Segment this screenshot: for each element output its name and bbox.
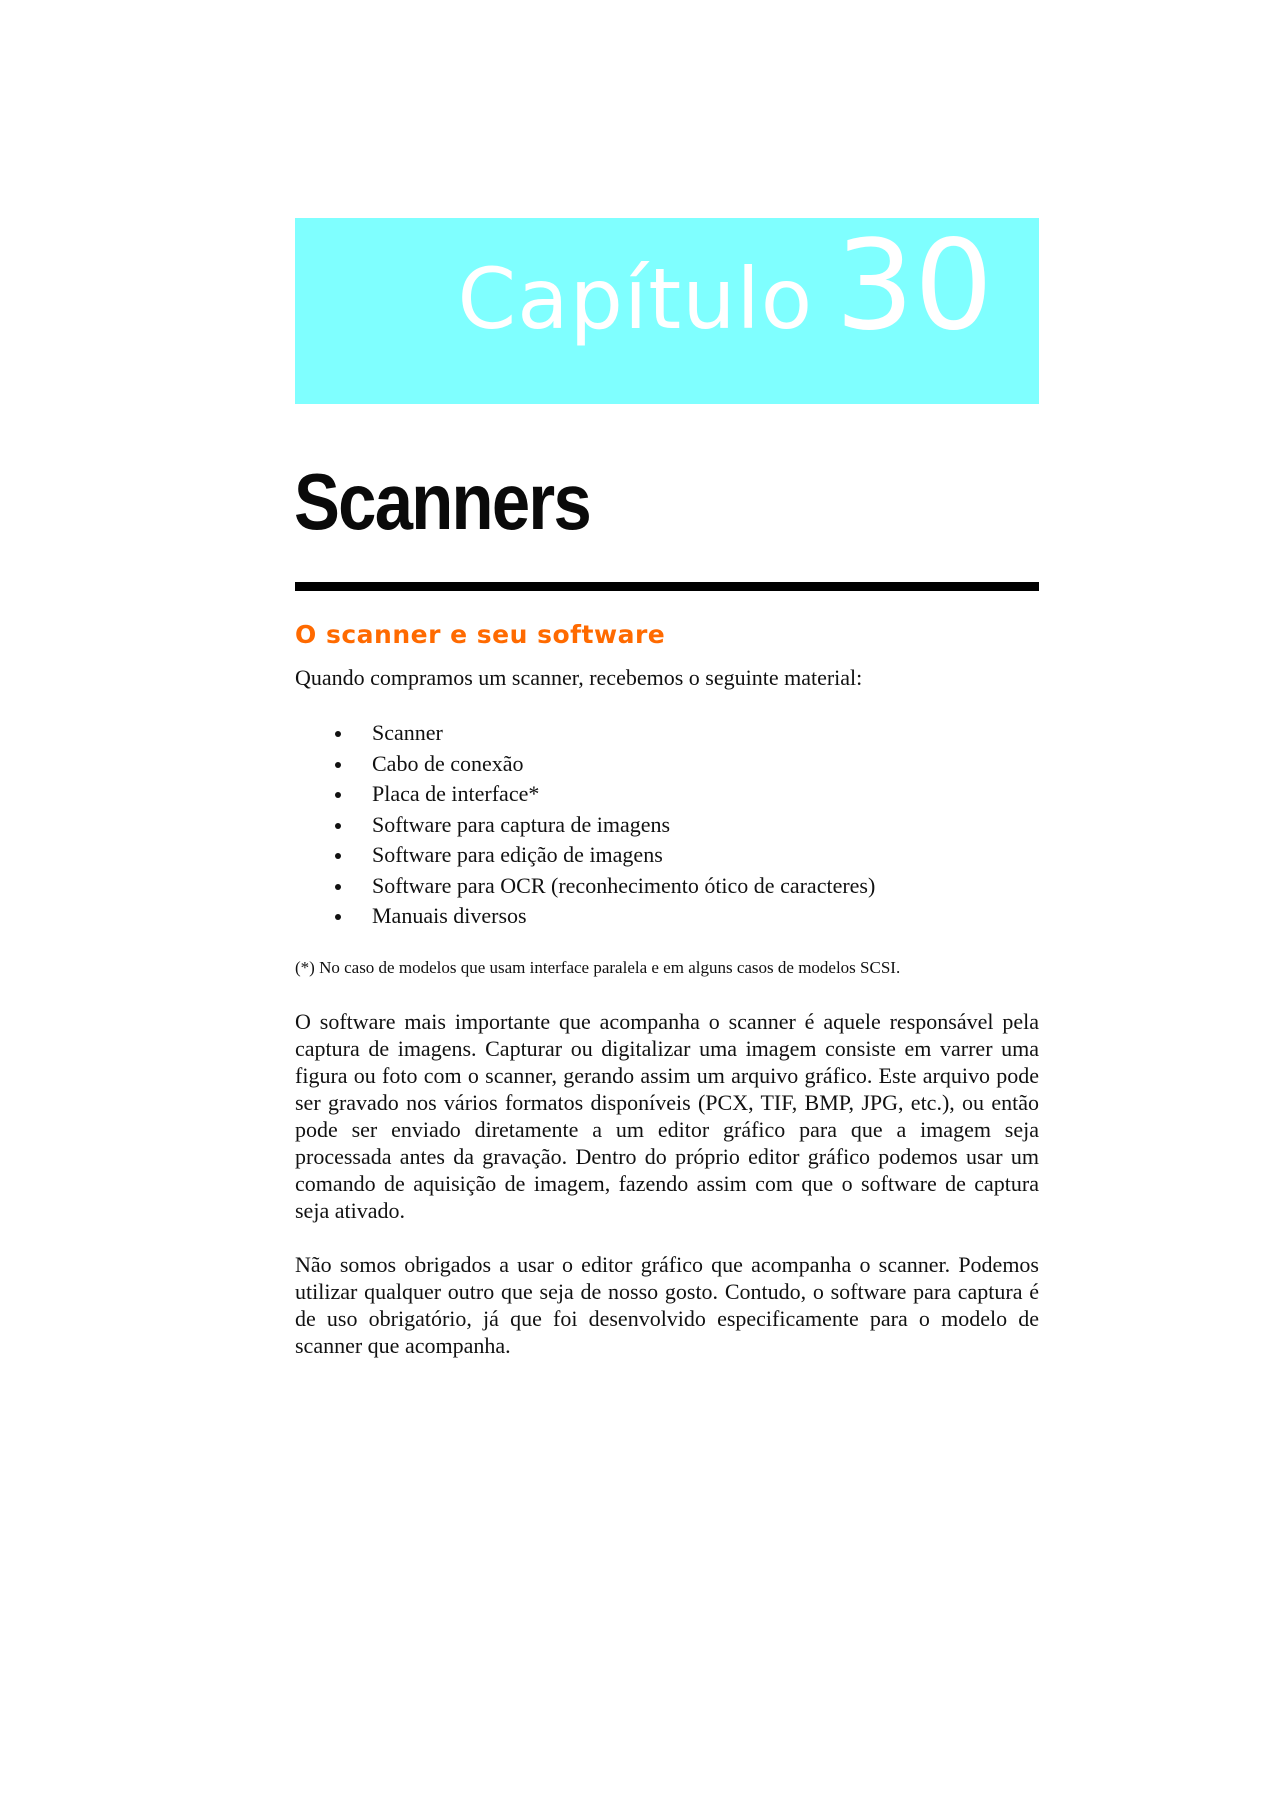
- list-item: [330, 718, 875, 749]
- intro-paragraph: Quando compramos um scanner, recebemos o seguinte material:: [295, 665, 863, 690]
- list-item-text: Cabo de conexão: [372, 750, 524, 776]
- bullet-icon: [335, 853, 341, 859]
- list-item-text: Manuais diversos: [372, 903, 527, 928]
- list-item: [330, 779, 875, 810]
- list-item-text: Software para captura de imagens: [372, 811, 671, 837]
- body-paragraph: O software mais importante que acompanha o scanner é aquele responsável pela captura de imagens. Capturar ou digitalizar uma imagem consiste em varrer uma figura ou foto com o scanner, gerando assim um arquivo gráfico. Este arquivo pode ser gravado nos vários formatos disponíveis (PCX, TIF, BMP, JPG, etc.), ou então pode ser enviado diretamente a um editor gráfico para que a imagem seja processada antes da gravação. Dentro do próprio editor gráfico podemos usar um comando de aquisição de imagem, fazendo assim com que o software de captura seja ativado.: [295, 1009, 1039, 1223]
- bullet-icon: [335, 914, 341, 920]
- bullet-icon: [335, 731, 341, 737]
- title-rule: [295, 582, 1039, 591]
- body-paragraph: Não somos obrigados a usar o editor gráfico que acompanha o scanner. Podemos utilizar qualquer outro que seja de nosso gosto. Contudo, o software para captura é de uso obrigatório, já que foi desenvolvido especificamente para o modelo de scanner que acompanha.: [295, 1252, 1039, 1358]
- list-item: [330, 901, 875, 932]
- chapter-banner: [295, 214, 1039, 404]
- chapter-title: Scanners: [294, 457, 591, 546]
- chapter-number: 30: [835, 214, 993, 358]
- list-item: [330, 840, 875, 871]
- list-item-text: Placa de interface*: [372, 781, 540, 806]
- list-item-text: Scanner: [372, 720, 443, 745]
- footnote: (*) No caso de modelos que usam interface paralela e em alguns casos de modelos SCSI.: [295, 958, 901, 977]
- list-item: [330, 871, 875, 902]
- chapter-label: [457, 214, 994, 358]
- bullet-icon: [335, 792, 341, 798]
- chapter-word: Capítulo: [457, 250, 814, 348]
- bullet-icon: [335, 762, 341, 768]
- material-list: [330, 718, 875, 932]
- list-item: [330, 749, 875, 780]
- bullet-icon: [335, 884, 341, 890]
- section-heading: O scanner e seu software: [295, 620, 666, 649]
- list-item-text: Software para OCR (reconhecimento ótico de caracteres): [372, 872, 876, 898]
- list-item-text: Software para edição de imagens: [372, 842, 663, 867]
- bullet-icon: [335, 823, 341, 829]
- list-item: [330, 810, 875, 841]
